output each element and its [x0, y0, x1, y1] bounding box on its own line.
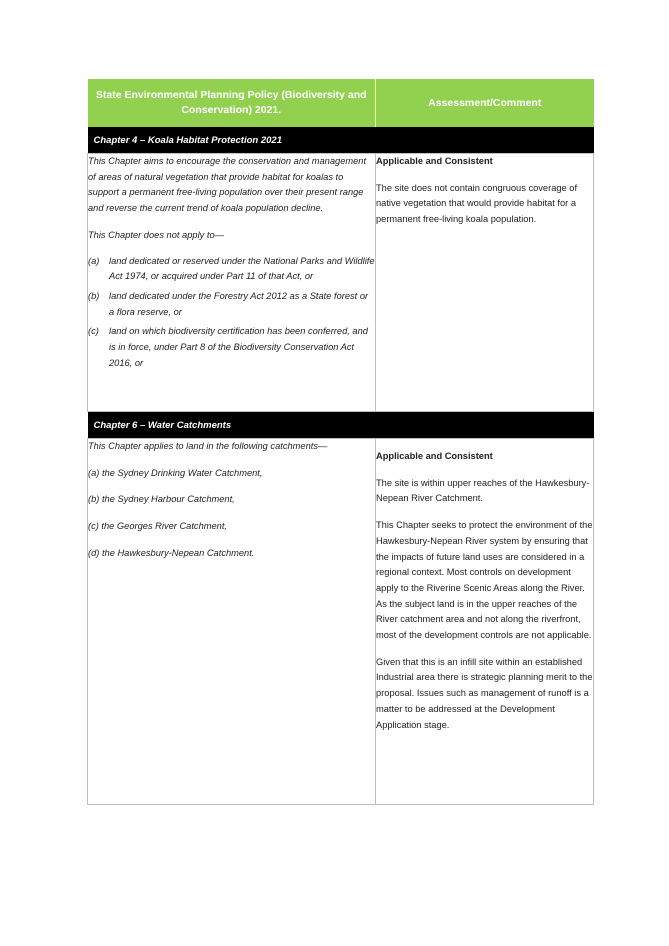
list-item-label: (b): [88, 290, 100, 301]
list-item-label: (c): [88, 326, 99, 337]
list-item: (b) the Sydney Harbour Catchment,: [88, 494, 235, 505]
list-item-text: land dedicated under the Forestry Act 2012 as a State forest or a flora reserve, or: [109, 290, 369, 317]
chapter-heading-row: [88, 412, 594, 439]
policy-paragraph: This Chapter aims to encourage the conservation and management of areas of natural vegetation that provide habitat for koalas to support a permanent free-living population over their present range and reverse the current trend of koala population decline.: [88, 156, 367, 214]
chapter-4-heading: Chapter 4 – Koala Habitat Protection 2021: [88, 127, 594, 154]
header-policy-title: State Environmental Planning Policy (Biodiversity and Conservation) 2021.: [95, 89, 367, 116]
list-item-label: (a): [88, 255, 100, 266]
list-item: (a) the Sydney Drinking Water Catchment,: [88, 467, 263, 478]
policy-paragraph: This Chapter applies to land in the following catchments—: [88, 441, 328, 451]
chapter-4-assessment: [376, 154, 594, 412]
table-header-row: [88, 79, 594, 127]
assessment-paragraph: The site does not contain congruous coverage of native vegetation that would provide habitat for a permanent free-living koala population.: [376, 182, 578, 225]
header-assessment-cell: [376, 79, 594, 127]
assessment-paragraph: Given that this is an infill site within an established Industrial area there is strategic planning merit to the proposal. Issues such as management of runoff is a matter to be addressed at the Development Application stage.: [376, 656, 593, 730]
assessment-table: [87, 79, 594, 805]
assessment-paragraph: The site is within upper reaches of the Hawkesbury-Nepean River Catchment.: [376, 477, 590, 504]
list-item: [88, 289, 375, 320]
list-item-text: land dedicated or reserved under the National Parks and Wildlife Act 1974, or acquired under Part 11 of that Act, or: [109, 255, 375, 282]
list-item: [88, 324, 375, 371]
chapter-heading-row: [88, 127, 594, 154]
header-assessment-title: Assessment/Comment: [428, 96, 542, 109]
assessment-status: Applicable and Consistent: [376, 156, 493, 166]
header-policy-cell: [88, 79, 376, 127]
list-item-text: land on which biodiversity certification has been conferred, and is in force, under Part 8 of the Biodiversity Conservation Act 2016, or: [109, 326, 368, 368]
assessment-paragraph: This Chapter seeks to protect the environment of the Hawkesbury-Nepean River system by ensuring that the impacts of future land uses are considered in a regional context. Most controls on development apply to the Riverine Scenic Areas along the River. As the subject land is in the upper reaches of the River catchment area and not along the riverfront, most of the development controls are not applicable.: [376, 520, 593, 641]
assessment-status: Applicable and Consistent: [376, 451, 493, 461]
chapter-6-policy-text: [88, 439, 376, 805]
chapter-4-policy-text: [88, 154, 376, 412]
policy-paragraph: This Chapter does not apply to—: [88, 229, 224, 240]
table-row: [88, 439, 594, 805]
table-row: [88, 154, 594, 412]
list-item: [88, 254, 375, 285]
list-item: (c) the Georges River Catchment,: [88, 521, 227, 532]
chapter-6-heading: Chapter 6 – Water Catchments: [88, 412, 594, 439]
list-item: (d) the Hawkesbury-Nepean Catchment.: [88, 547, 255, 558]
chapter-6-assessment: [376, 439, 594, 805]
